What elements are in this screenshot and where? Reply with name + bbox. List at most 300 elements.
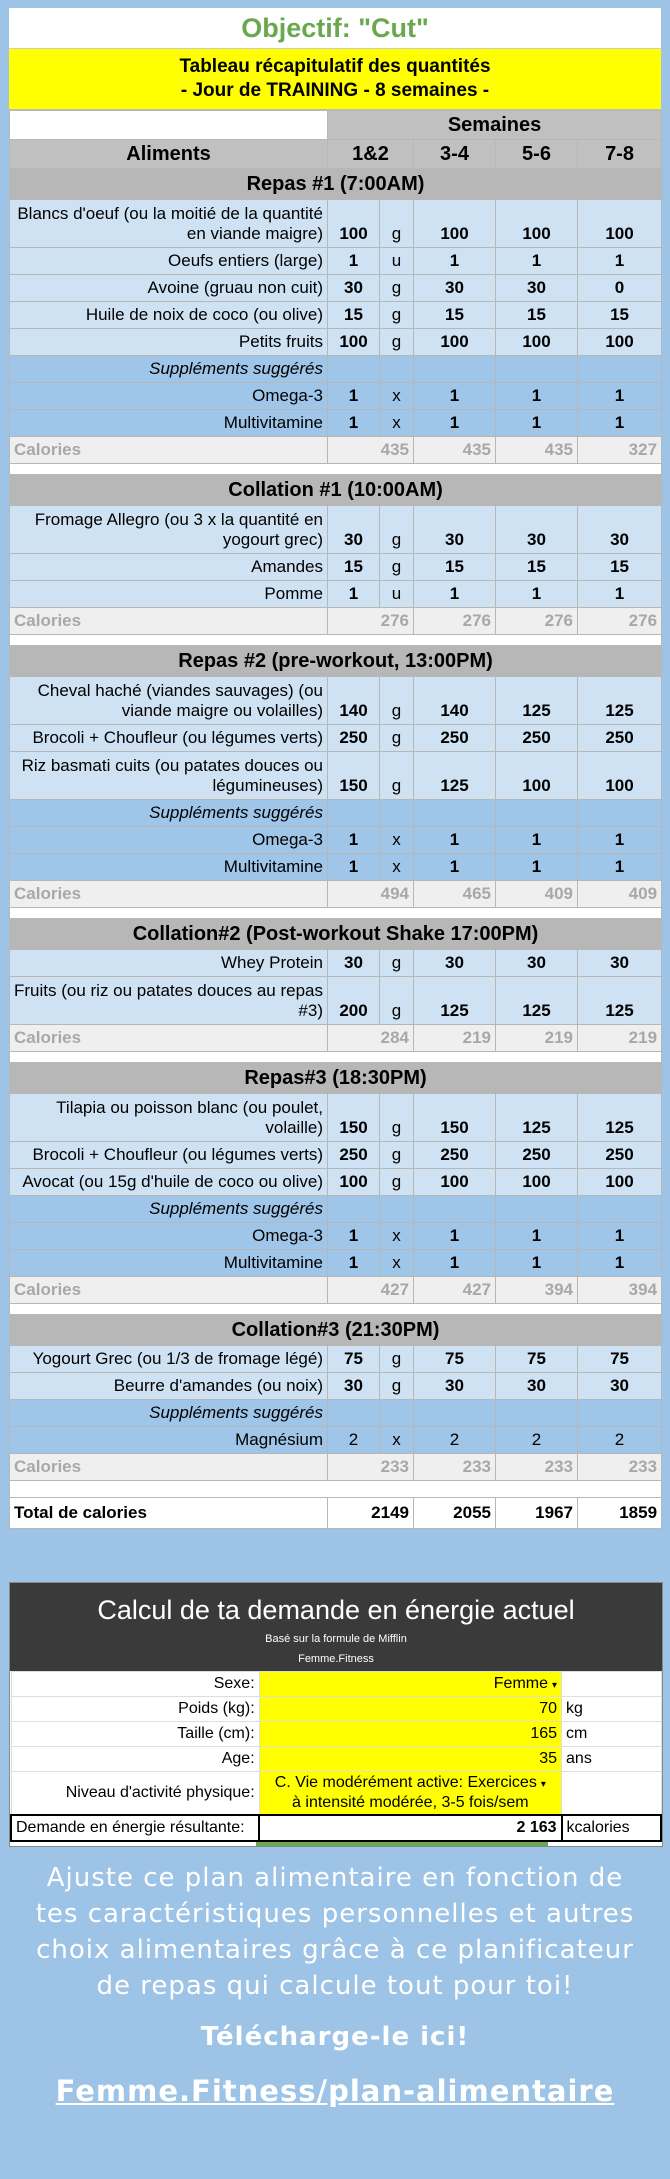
age-unit: ans <box>562 1747 661 1772</box>
unit: x <box>380 383 414 410</box>
empty-cell <box>578 1400 662 1427</box>
quantity-week-3: 100 <box>496 752 578 800</box>
empty-cell <box>496 1400 578 1427</box>
subtitle-line-1: Tableau récapitulatif des quantités <box>179 56 491 77</box>
supplements-header-row <box>10 1400 662 1427</box>
supplements-label: Suppléments suggérés <box>10 356 328 383</box>
promo-text: Ajuste ce plan alimentaire en fonction de tes caractéristiques personnelles et autres choix alimentaires grâce à ce planificateur de repas qui calcule tout pour toi! <box>35 1863 635 2001</box>
calories-week-4: 327 <box>578 437 662 464</box>
quantity-week-2: 250 <box>414 725 496 752</box>
calories-row <box>10 1454 662 1481</box>
supplement-name: Omega-3 <box>10 383 328 410</box>
age-input[interactable]: 35 <box>259 1747 561 1772</box>
calories-week-4: 233 <box>578 1454 662 1481</box>
activity-label: Niveau d'activité physique: <box>11 1772 259 1816</box>
empty-cell <box>380 800 414 827</box>
calories-week-1: 284 <box>328 1025 414 1052</box>
supplement-week-4: 1 <box>578 827 662 854</box>
supplement-row <box>10 1427 662 1454</box>
quantity-week-1: 30 <box>328 275 380 302</box>
quantity-week-4: 100 <box>578 752 662 800</box>
supplement-week-2: 1 <box>414 1250 496 1277</box>
subtitle-line-2: - Jour de TRAINING - 8 semaines - <box>180 80 490 101</box>
food-row <box>10 677 662 725</box>
calories-row <box>10 1025 662 1052</box>
empty-cell <box>578 1196 662 1223</box>
chevron-down-icon: ▾ <box>540 1779 546 1790</box>
food-row <box>10 1169 662 1196</box>
quantity-week-3: 100 <box>496 200 578 248</box>
unit: g <box>380 302 414 329</box>
height-unit: cm <box>562 1722 661 1747</box>
quantity-week-2: 30 <box>414 506 496 554</box>
supplements-label: Suppléments suggérés <box>10 1400 328 1427</box>
food-row <box>10 950 662 977</box>
activity-line-1: C. Vie modérément active: Exercices ▾ <box>274 1774 546 1791</box>
supplements-label: Suppléments suggérés <box>10 1196 328 1223</box>
quantity-week-2: 100 <box>414 1169 496 1196</box>
supplement-week-1: 1 <box>328 827 380 854</box>
quantity-week-4: 250 <box>578 725 662 752</box>
weight-input[interactable]: 70 <box>259 1697 561 1722</box>
meal-title: Collation #1 (10:00AM) <box>10 475 662 506</box>
meal-title: Collation#2 (Post-workout Shake 17:00PM) <box>10 919 662 950</box>
supplement-name: Magnésium <box>10 1427 328 1454</box>
unit: g <box>380 554 414 581</box>
food-name: Huile de noix de coco (ou olive) <box>10 302 328 329</box>
total-label: Total de calories <box>10 1498 328 1529</box>
supplement-row <box>10 854 662 881</box>
spacer-cell <box>10 908 662 919</box>
calculator-brand: Femme.Fitness <box>298 1653 374 1665</box>
spacer-cell <box>10 635 662 646</box>
supplement-row <box>10 383 662 410</box>
weight-unit: kg <box>562 1697 661 1722</box>
food-name: Avoine (gruau non cuit) <box>10 275 328 302</box>
food-row <box>10 725 662 752</box>
download-cta: Télécharge-le ici! <box>200 2022 470 2052</box>
sex-unit-cell <box>562 1672 661 1697</box>
supplement-week-3: 1 <box>496 410 578 437</box>
unit: g <box>380 1169 414 1196</box>
section-spacer <box>10 1052 662 1063</box>
food-name: Amandes <box>10 554 328 581</box>
empty-cell <box>496 800 578 827</box>
calories-row <box>10 881 662 908</box>
spacer-cell <box>10 1304 662 1315</box>
calories-label: Calories <box>10 1277 328 1304</box>
sex-row <box>11 1672 661 1697</box>
calories-week-2: 233 <box>414 1454 496 1481</box>
empty-cell <box>578 800 662 827</box>
unit: g <box>380 725 414 752</box>
activity-line-2: à intensité modérée, 3-5 fois/sem <box>292 1794 529 1811</box>
unit: g <box>380 677 414 725</box>
empty-cell <box>328 1196 380 1223</box>
food-name: Blancs d'oeuf (ou la moitié de la quantité en viande maigre) <box>10 200 328 248</box>
quantity-week-1: 30 <box>328 1373 380 1400</box>
header-week-4: 7-8 <box>578 140 662 169</box>
food-row <box>10 200 662 248</box>
calories-week-3: 233 <box>496 1454 578 1481</box>
supplement-row <box>10 1223 662 1250</box>
food-name: Pomme <box>10 581 328 608</box>
header-aliments: Aliments <box>10 140 328 169</box>
meal-section-header <box>10 475 662 506</box>
calories-week-1: 233 <box>328 1454 414 1481</box>
calories-week-3: 394 <box>496 1277 578 1304</box>
calories-week-4: 409 <box>578 881 662 908</box>
quantity-week-2: 125 <box>414 752 496 800</box>
food-name: Brocoli + Choufleur (ou légumes verts) <box>10 725 328 752</box>
total-calories-row <box>10 1498 662 1529</box>
section-spacer <box>10 1304 662 1315</box>
food-row <box>10 506 662 554</box>
quantity-week-2: 1 <box>414 581 496 608</box>
empty-cell <box>496 1196 578 1223</box>
unit: x <box>380 1223 414 1250</box>
food-name: Yogourt Grec (ou 1/3 de fromage légé) <box>10 1346 328 1373</box>
calories-label: Calories <box>10 608 328 635</box>
supplements-header-row <box>10 356 662 383</box>
spacer-cell <box>10 1481 662 1498</box>
food-row <box>10 554 662 581</box>
empty-cell <box>380 356 414 383</box>
quantity-week-4: 30 <box>578 950 662 977</box>
quantity-week-1: 250 <box>328 1142 380 1169</box>
quantity-week-3: 30 <box>496 506 578 554</box>
empty-cell <box>380 1196 414 1223</box>
empty-cell <box>414 1400 496 1427</box>
supplement-week-3: 1 <box>496 827 578 854</box>
quantity-week-4: 1 <box>578 248 662 275</box>
unit: g <box>380 275 414 302</box>
unit: g <box>380 950 414 977</box>
plan-subtitle <box>9 49 661 110</box>
quantity-week-1: 100 <box>328 1169 380 1196</box>
quantity-week-4: 125 <box>578 1094 662 1142</box>
supplement-row <box>10 1250 662 1277</box>
age-label: Age: <box>11 1747 259 1772</box>
quantity-week-3: 30 <box>496 950 578 977</box>
quantity-week-4: 75 <box>578 1346 662 1373</box>
quantities-table <box>9 110 662 1529</box>
quantity-week-3: 30 <box>496 275 578 302</box>
calories-row <box>10 437 662 464</box>
spacer-cell <box>10 464 662 475</box>
activity-unit-cell <box>562 1772 661 1816</box>
supplement-week-1: 1 <box>328 854 380 881</box>
quantity-week-3: 100 <box>496 329 578 356</box>
meal-title: Repas #2 (pre-workout, 13:00PM) <box>10 646 662 677</box>
quantity-week-4: 125 <box>578 977 662 1025</box>
unit: g <box>380 1373 414 1400</box>
meal-title: Repas #1 (7:00AM) <box>10 169 662 200</box>
calculator-title: Calcul de ta demande en énergie actuel <box>97 1595 575 1625</box>
calories-label: Calories <box>10 1025 328 1052</box>
meal-section-header <box>10 646 662 677</box>
supplement-week-1: 1 <box>328 383 380 410</box>
quantity-week-3: 125 <box>496 1094 578 1142</box>
supplement-name: Multivitamine <box>10 1250 328 1277</box>
calories-week-4: 276 <box>578 608 662 635</box>
unit: g <box>380 329 414 356</box>
quantity-week-1: 100 <box>328 329 380 356</box>
quantity-week-1: 30 <box>328 950 380 977</box>
food-name: Tilapia ou poisson blanc (ou poulet, volaille) <box>10 1094 328 1142</box>
calculator-header <box>10 1583 662 1671</box>
calories-week-1: 276 <box>328 608 414 635</box>
food-row <box>10 1142 662 1169</box>
quantity-week-3: 30 <box>496 1373 578 1400</box>
unit: g <box>380 506 414 554</box>
unit: g <box>380 977 414 1025</box>
empty-cell <box>414 800 496 827</box>
quantity-week-3: 125 <box>496 677 578 725</box>
chevron-down-icon: ▾ <box>552 1680 558 1691</box>
quantity-week-1: 30 <box>328 506 380 554</box>
result-row <box>11 1815 661 1841</box>
supplement-week-1: 1 <box>328 1223 380 1250</box>
supplement-week-2: 1 <box>414 827 496 854</box>
height-input[interactable]: 165 <box>259 1722 561 1747</box>
food-name: Fromage Allegro (ou 3 x la quantité en yogourt grec) <box>10 506 328 554</box>
quantity-week-1: 150 <box>328 1094 380 1142</box>
food-row <box>10 248 662 275</box>
quantity-week-1: 150 <box>328 752 380 800</box>
quantity-week-2: 100 <box>414 329 496 356</box>
unit: g <box>380 752 414 800</box>
quantity-week-1: 15 <box>328 554 380 581</box>
empty-cell <box>414 1196 496 1223</box>
empty-cell <box>496 356 578 383</box>
calories-week-1: 435 <box>328 437 414 464</box>
food-row <box>10 977 662 1025</box>
activity-row <box>11 1772 661 1816</box>
unit: g <box>380 1094 414 1142</box>
empty-cell <box>328 1400 380 1427</box>
quantity-week-4: 0 <box>578 275 662 302</box>
supplement-week-3: 2 <box>496 1427 578 1454</box>
total-week-3: 1967 <box>496 1498 578 1529</box>
supplement-week-1: 2 <box>328 1427 380 1454</box>
food-row <box>10 581 662 608</box>
section-spacer <box>10 908 662 919</box>
quantity-week-4: 15 <box>578 302 662 329</box>
food-name: Beurre d'amandes (ou noix) <box>10 1373 328 1400</box>
supplement-week-2: 1 <box>414 383 496 410</box>
quantity-week-1: 140 <box>328 677 380 725</box>
quantity-week-3: 100 <box>496 1169 578 1196</box>
supplement-week-1: 1 <box>328 1250 380 1277</box>
sex-label: Sexe: <box>11 1672 259 1697</box>
food-name: Riz basmati cuits (ou patates douces ou légumineuses) <box>10 752 328 800</box>
quantity-week-4: 1 <box>578 581 662 608</box>
calories-week-2: 427 <box>414 1277 496 1304</box>
supplement-week-2: 1 <box>414 854 496 881</box>
food-row <box>10 1094 662 1142</box>
header-week-1: 1&2 <box>328 140 414 169</box>
result-unit: kcalories <box>562 1815 661 1841</box>
meal-plan-sheet <box>9 8 661 1529</box>
supplement-week-3: 1 <box>496 383 578 410</box>
supplement-name: Multivitamine <box>10 410 328 437</box>
quantity-week-3: 250 <box>496 1142 578 1169</box>
supplement-week-4: 1 <box>578 383 662 410</box>
supplements-label: Suppléments suggérés <box>10 800 328 827</box>
age-row <box>11 1747 661 1772</box>
supplements-header-row <box>10 1196 662 1223</box>
quantity-week-1: 1 <box>328 581 380 608</box>
calories-week-3: 435 <box>496 437 578 464</box>
plan-link[interactable]: Femme.Fitness/plan-alimentaire <box>55 2074 615 2108</box>
height-label: Taille (cm): <box>11 1722 259 1747</box>
calories-week-4: 394 <box>578 1277 662 1304</box>
supplement-name: Multivitamine <box>10 854 328 881</box>
supplements-header-row <box>10 800 662 827</box>
supplement-name: Omega-3 <box>10 827 328 854</box>
unit: x <box>380 1250 414 1277</box>
quantity-week-4: 30 <box>578 1373 662 1400</box>
section-spacer <box>10 1481 662 1498</box>
calories-label: Calories <box>10 1454 328 1481</box>
unit: g <box>380 1142 414 1169</box>
supplement-week-4: 1 <box>578 1223 662 1250</box>
quantity-week-2: 250 <box>414 1142 496 1169</box>
header-semaines: Semaines <box>328 111 662 140</box>
header-row-weeks <box>10 111 662 140</box>
section-spacer <box>10 635 662 646</box>
unit: x <box>380 410 414 437</box>
unit: g <box>380 1346 414 1373</box>
quantity-week-2: 140 <box>414 677 496 725</box>
supplement-week-4: 1 <box>578 1250 662 1277</box>
supplement-week-2: 1 <box>414 410 496 437</box>
unit: x <box>380 827 414 854</box>
calories-week-2: 276 <box>414 608 496 635</box>
empty-cell <box>414 356 496 383</box>
calories-row <box>10 608 662 635</box>
calories-week-2: 465 <box>414 881 496 908</box>
plan-title: Objectif: "Cut" <box>9 8 661 49</box>
quantity-week-3: 75 <box>496 1346 578 1373</box>
food-row <box>10 1346 662 1373</box>
supplement-week-3: 1 <box>496 854 578 881</box>
calculator-inputs <box>10 1671 662 1842</box>
quantity-week-2: 15 <box>414 554 496 581</box>
calories-week-3: 276 <box>496 608 578 635</box>
supplement-week-4: 1 <box>578 854 662 881</box>
food-name: Petits fruits <box>10 329 328 356</box>
food-name: Oeufs entiers (large) <box>10 248 328 275</box>
quantity-week-1: 15 <box>328 302 380 329</box>
unit: g <box>380 200 414 248</box>
supplement-row <box>10 827 662 854</box>
quantity-week-4: 100 <box>578 329 662 356</box>
quantity-week-3: 1 <box>496 581 578 608</box>
result-underline <box>256 1842 548 1846</box>
empty-cell <box>578 356 662 383</box>
unit: u <box>380 248 414 275</box>
weight-row <box>11 1697 661 1722</box>
calories-label: Calories <box>10 437 328 464</box>
quantity-week-1: 200 <box>328 977 380 1025</box>
header-row-columns <box>10 140 662 169</box>
quantity-week-4: 15 <box>578 554 662 581</box>
total-week-2: 2055 <box>414 1498 496 1529</box>
supplement-week-3: 1 <box>496 1223 578 1250</box>
quantity-week-2: 125 <box>414 977 496 1025</box>
header-blank-cell <box>10 111 328 140</box>
quantity-week-4: 125 <box>578 677 662 725</box>
result-value: 2 163 <box>259 1815 561 1841</box>
food-name: Brocoli + Choufleur (ou légumes verts) <box>10 1142 328 1169</box>
food-row <box>10 275 662 302</box>
food-name: Fruits (ou riz ou patates douces au repas #3) <box>10 977 328 1025</box>
meal-section-header <box>10 919 662 950</box>
quantity-week-2: 1 <box>414 248 496 275</box>
supplement-week-3: 1 <box>496 1250 578 1277</box>
quantity-week-4: 250 <box>578 1142 662 1169</box>
quantity-week-3: 15 <box>496 302 578 329</box>
supplement-week-2: 2 <box>414 1427 496 1454</box>
food-name: Cheval haché (viandes sauvages) (ou viande maigre ou volailles) <box>10 677 328 725</box>
calculator-formula: Basé sur la formule de Mifflin <box>265 1633 407 1645</box>
calories-week-3: 219 <box>496 1025 578 1052</box>
empty-cell <box>380 1400 414 1427</box>
quantity-week-2: 150 <box>414 1094 496 1142</box>
food-row <box>10 1373 662 1400</box>
activity-select[interactable] <box>259 1772 561 1816</box>
food-row <box>10 752 662 800</box>
quantity-week-3: 125 <box>496 977 578 1025</box>
unit: x <box>380 1427 414 1454</box>
empty-cell <box>328 800 380 827</box>
calories-week-2: 219 <box>414 1025 496 1052</box>
quantity-week-2: 30 <box>414 1373 496 1400</box>
calories-week-1: 427 <box>328 1277 414 1304</box>
empty-cell <box>328 356 380 383</box>
quantity-week-1: 100 <box>328 200 380 248</box>
quantity-week-1: 250 <box>328 725 380 752</box>
meal-section-header <box>10 169 662 200</box>
calories-label: Calories <box>10 881 328 908</box>
quantity-week-3: 15 <box>496 554 578 581</box>
supplement-week-4: 1 <box>578 410 662 437</box>
quantity-week-2: 75 <box>414 1346 496 1373</box>
quantity-week-1: 75 <box>328 1346 380 1373</box>
weight-label: Poids (kg): <box>11 1697 259 1722</box>
spacer-cell <box>10 1052 662 1063</box>
supplement-name: Omega-3 <box>10 1223 328 1250</box>
quantity-week-3: 1 <box>496 248 578 275</box>
quantity-week-2: 15 <box>414 302 496 329</box>
meal-title: Repas#3 (18:30PM) <box>10 1063 662 1094</box>
food-row <box>10 329 662 356</box>
result-label: Demande en énergie résultante: <box>11 1815 259 1841</box>
calories-row <box>10 1277 662 1304</box>
quantity-week-2: 100 <box>414 200 496 248</box>
supplement-row <box>10 410 662 437</box>
quantity-week-2: 30 <box>414 275 496 302</box>
sex-select[interactable] <box>259 1672 561 1697</box>
meal-section-header <box>10 1315 662 1346</box>
energy-calculator <box>9 1582 663 1847</box>
quantity-week-4: 30 <box>578 506 662 554</box>
food-name: Whey Protein <box>10 950 328 977</box>
calories-week-3: 409 <box>496 881 578 908</box>
section-spacer <box>10 464 662 475</box>
